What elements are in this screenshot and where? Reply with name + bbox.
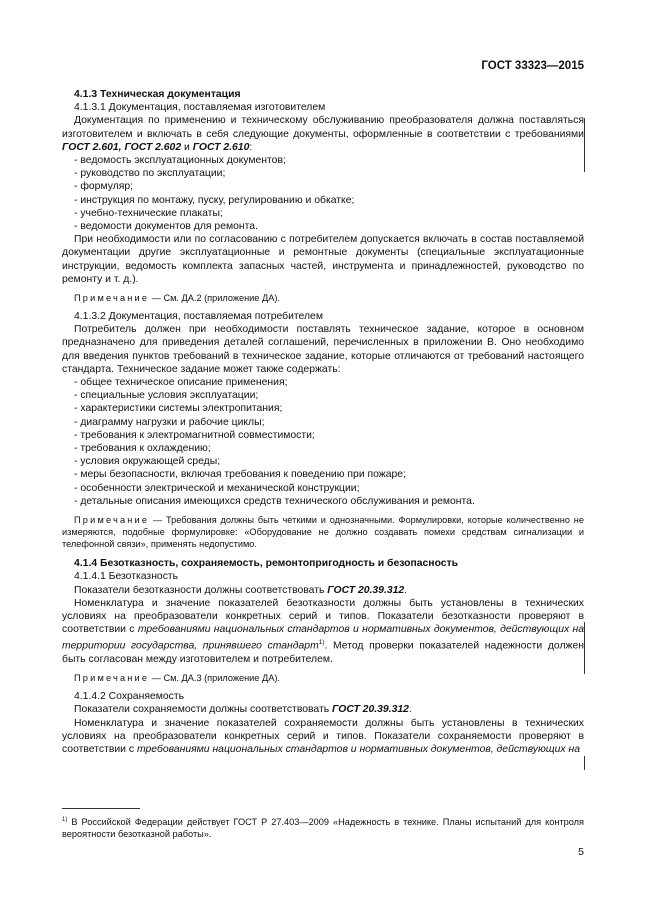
subsection-4-1-3-2-title: 4.1.3.2 Документация, поставляемая потребителем bbox=[74, 311, 323, 323]
note: Примечание — См. ДА.3 (приложение ДА). bbox=[74, 673, 280, 684]
standard-ref: ГОСТ 2.601, ГОСТ 2.602 bbox=[62, 141, 182, 153]
list-item: - меры безопасности, включая требования к поведению при пожаре; bbox=[74, 468, 584, 481]
note: Примечание — См. ДА.2 (приложение ДА). bbox=[74, 293, 280, 304]
document-list bbox=[62, 154, 584, 233]
subsection-4-1-3-1-title: 4.1.3.1 Документация, поставляемая изготовителем bbox=[74, 102, 326, 114]
footnote: $^{1)}$ В Российской Федерации действует ГОСТ Р 27.403—2009 «Надежность в технике. Планы испытаний для контроля вероятности безотказной работы». bbox=[62, 817, 584, 840]
page-number: 5 bbox=[578, 846, 584, 858]
standard-ref: ГОСТ 2.610 bbox=[192, 141, 250, 153]
paragraph: Показатели сохраняемости должны соответствовать ГОСТ 20.39.312. bbox=[74, 704, 412, 716]
list-item: - специальные условия эксплуатации; bbox=[74, 389, 584, 402]
list-item: - требования к охлаждению; bbox=[74, 442, 584, 455]
list-item: - детальные описания имеющихся средств технического обслуживания и ремонта. bbox=[74, 495, 584, 508]
list-item: - учебно-технические плакаты; bbox=[74, 207, 584, 220]
list-item: - требования к электромагнитной совместимости; bbox=[74, 429, 584, 442]
subsection-4-1-4-2-title: 4.1.4.2 Сохраняемость bbox=[74, 691, 185, 703]
paragraph: При необходимости или по согласованию с потребителем допускается включать в состав поставляемой документации другие эксплуатационные и ремонтные документы (специальные эксплуатационные инструкции, ведомость комплекта запасных частей, инструмента и принадлежностей, руководство по ремонту и т. д.). bbox=[62, 234, 584, 285]
section-4-1-3-title: 4.1.3 Техническая документация bbox=[74, 89, 241, 100]
list-item: - ведомости документов для ремонта. bbox=[74, 220, 584, 233]
note: Примечание — Требования должны быть четкими и однозначными. Формулировки, которые количественно не измеряются, подобные формулировке: «Оборудование не должно создавать помехи средствам сигнализации и телефонной связи», применять недопустимо. bbox=[62, 515, 584, 550]
footnote-rule bbox=[62, 808, 140, 809]
change-bar bbox=[584, 118, 585, 172]
section-4-1-4-title: 4.1.4 Безотказность, сохраняемость, ремонтопригодность и безопасность bbox=[74, 558, 459, 570]
list-item: - диаграмму нагрузки и рабочие циклы; bbox=[74, 416, 584, 429]
standard-ref: ГОСТ 20.39.312 bbox=[327, 584, 405, 596]
standard-ref: ГОСТ 20.39.312 bbox=[332, 704, 409, 716]
change-bar bbox=[584, 756, 585, 770]
list-item: - руководство по эксплуатации; bbox=[74, 167, 584, 180]
paragraph: Номенклатура и значение показателей безотказности должны быть установлены в технических условиях на преобразователи конкретных серий и типов. Показатели безотказности проверяют в соответствии с требованиями национальных стандартов и нормативных документов, действующих на территории государства, принявшего стандарт$^{1)}$. Метод проверки показателей надежности должен быть согласован между изготовителем и потребителем. bbox=[62, 597, 585, 665]
list-item: - характеристики системы электропитания; bbox=[74, 402, 584, 415]
list-item: - особенности электрической и механической конструкции; bbox=[74, 482, 584, 495]
document-header: ГОСТ 33323—2015 bbox=[481, 60, 584, 72]
list-item: - ведомость эксплуатационных документов; bbox=[74, 154, 584, 167]
page-body bbox=[62, 88, 584, 756]
change-bar bbox=[584, 622, 585, 674]
list-item: - условия окружающей среды; bbox=[74, 455, 584, 468]
list-item: - инструкция по монтажу, пуску, регулированию и обкатке; bbox=[74, 194, 584, 207]
paragraph: Показатели безотказности должны соответствовать ГОСТ 20.39.312. bbox=[74, 584, 408, 596]
paragraph: Номенклатура и значение показателей сохраняемости должны быть установлены в технических условиях на преобразователи конкретных серий и типов. Показатели сохраняемости проверяют в соответствии с требованиями национальных стандартов и нормативных документов, действующих на bbox=[62, 717, 584, 755]
footnote-ref: 1) bbox=[318, 639, 325, 647]
paragraph: Потребитель должен при необходимости поставлять техническое задание, которое в основном предназначено для приведения деталей соглашений, перечисленных в приложении В. Оно необходимо для введения пунктов требований в техническое задание, которые отличаются от требований настоящего стандарта. Техническое задание может также содержать: bbox=[62, 324, 584, 375]
list-item: - формуляр; bbox=[74, 180, 584, 193]
list-item: - общее техническое описание применения; bbox=[74, 376, 584, 389]
subsection-4-1-4-1-title: 4.1.4.1 Безотказность bbox=[74, 571, 179, 583]
paragraph: Документация по применению и техническому обслуживанию преобразователя должна поставляться изготовителем и включать в себя следующие документы, оформленные в соответствии с требованиями ГОСТ 2.601, ГОСТ 2.602 и ГОСТ 2.610: bbox=[62, 115, 584, 153]
spec-list bbox=[62, 376, 584, 508]
